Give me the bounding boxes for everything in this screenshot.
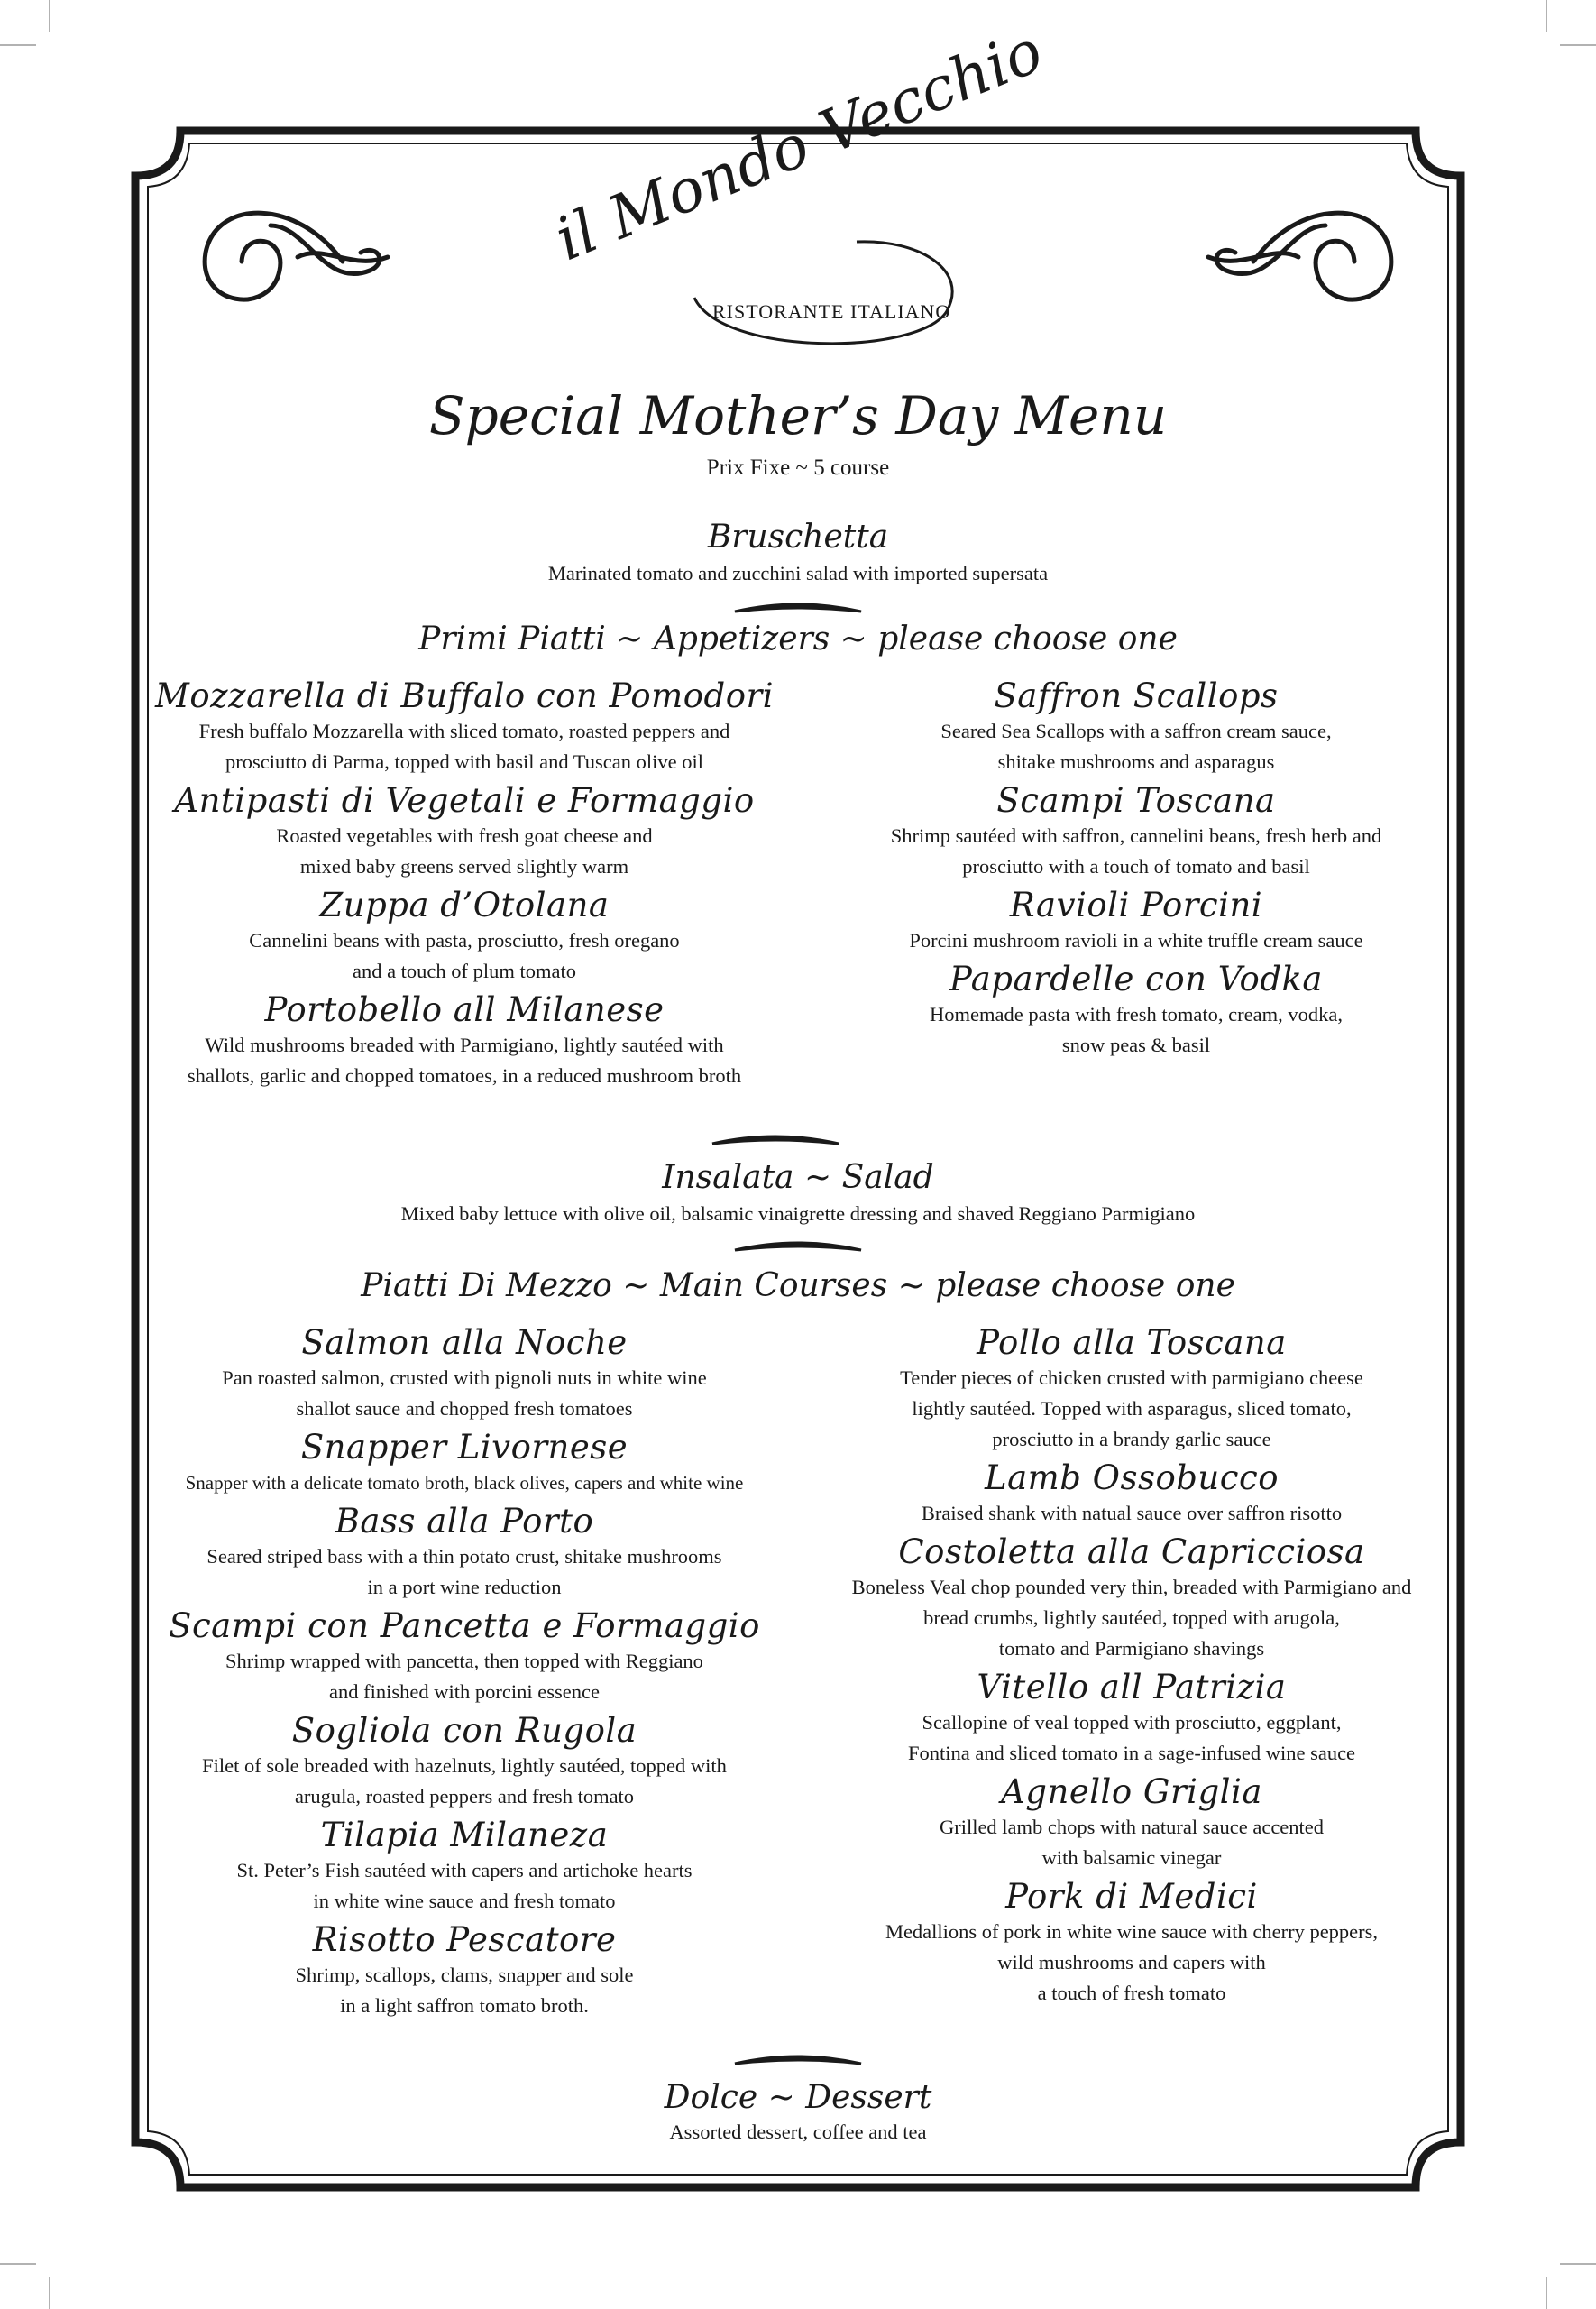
dish-desc-line: Shrimp sautéed with saffron, cannelini beans, fresh herb and [890, 824, 1382, 847]
dish-desc-line: shallots, garlic and chopped tomatoes, in a reduced mushroom broth [187, 1064, 742, 1087]
dolce-heading: Dolce ~ Dessert [664, 2079, 932, 2116]
dish-desc-line: in white wine sauce and fresh tomato [313, 1890, 616, 1912]
dish-desc-line: Wild mushrooms breaded with Parmigiano, lightly sautéed with [205, 1034, 724, 1056]
dish-desc-line: mixed baby greens served slightly warm [299, 855, 629, 878]
dish-desc-line: Porcini mushroom ravioli in a white truffle cream sauce [909, 929, 1363, 952]
dish [812, 676, 1461, 777]
primi-left-column [135, 676, 793, 1095]
dish-name: Snapper Livornese [300, 1428, 628, 1467]
dish-desc-line: arugula, roasted peppers and fresh tomato [294, 1785, 635, 1808]
mains-heading: Piatti Di Mezzo ~ Main Courses ~ please choose one [361, 1267, 1235, 1304]
dish-desc-line: Fontina and sliced tomato in a sage-infused wine sauce [907, 1742, 1356, 1764]
dish-desc-line: and a touch of plum tomato [352, 960, 577, 982]
dish [812, 886, 1461, 956]
dish [812, 960, 1461, 1061]
dish-desc-line: Seared Sea Scallops with a saffron cream sauce, [940, 720, 1332, 742]
dish [135, 1816, 793, 1917]
left-flourish-icon [205, 213, 388, 299]
dish-name: Salmon alla Noche [301, 1323, 628, 1362]
dish-desc-line: Cannelini beans with pasta, prosciutto, fresh oregano [249, 929, 680, 952]
dish [803, 1772, 1461, 1873]
dish-name: Mozzarella di Buffalo con Pomodori [155, 676, 774, 715]
dish-name: Sogliola con Rugola [291, 1711, 637, 1750]
bruschetta-name: Bruschetta [707, 519, 889, 556]
primi-right-column [812, 676, 1461, 1064]
dish-name: Risotto Pescatore [312, 1920, 617, 1959]
dish [803, 1668, 1461, 1769]
dish [135, 1428, 793, 1498]
dish [135, 886, 793, 987]
dish-name: Bass alla Porto [335, 1502, 594, 1541]
dish-desc-line: with balsamic vinegar [1041, 1846, 1222, 1869]
dish [135, 1711, 793, 1812]
dish-name: Papardelle con Vodka [949, 960, 1323, 998]
dish-name: Scampi con Pancetta e Formaggio [169, 1606, 760, 1645]
menu-title: Special Mother’s Day Menu [428, 385, 1168, 446]
dish [135, 676, 793, 777]
dish-desc-line: in a light saffron tomato broth. [340, 1994, 589, 2017]
dish [803, 1458, 1461, 1529]
dish-desc-line: tomato and Parmigiano shavings [998, 1637, 1265, 1660]
dish-name: Costoletta alla Capricciosa [898, 1532, 1365, 1571]
dish-desc-line: Roasted vegetables with fresh goat cheese and [276, 824, 653, 847]
mains-right-column [803, 1323, 1461, 2012]
dish-desc-line: Fresh buffalo Mozzarella with sliced tomato, roasted peppers and [198, 720, 730, 742]
dish-desc-line: lightly sautéed. Topped with asparagus, sliced tomato, [912, 1397, 1352, 1420]
primi-heading: Primi Piatti ~ Appetizers ~ please choose one [418, 621, 1178, 658]
bruschetta-desc: Marinated tomato and zucchini salad with imported supersata [547, 562, 1049, 584]
dish-name: Agnello Griglia [1001, 1772, 1262, 1811]
dish-name: Lamb Ossobucco [985, 1458, 1279, 1497]
dish [135, 781, 793, 882]
dish-name: Ravioli Porcini [1009, 886, 1263, 925]
dish [135, 1502, 793, 1603]
dish-desc-line: Seared striped bass with a thin potato crust, shitake mushrooms [206, 1545, 722, 1568]
dish-desc-line: in a port wine reduction [367, 1576, 562, 1598]
dish [803, 1323, 1461, 1455]
dish-desc-line: prosciutto with a touch of tomato and basil [962, 855, 1310, 878]
dish [135, 1323, 793, 1424]
dish-name: Saffron Scallops [994, 676, 1279, 715]
dish-desc-line: Scallopine of veal topped with prosciutto, eggplant, [922, 1711, 1342, 1734]
dish [803, 1532, 1461, 1664]
dish-name: Antipasti di Vegetali e Formaggio [174, 781, 755, 820]
dish-desc-line: Homemade pasta with fresh tomato, cream, vodka, [930, 1003, 1343, 1026]
dish-desc-line: prosciutto di Parma, topped with basil and Tuscan olive oil [225, 750, 703, 773]
dish-name: Tilapia Milaneza [320, 1816, 609, 1854]
dish-desc-line: Braised shank with natual sauce over saffron risotto [921, 1502, 1343, 1524]
dish-desc-line: Tender pieces of chicken crusted with parmigiano cheese [900, 1366, 1363, 1389]
dish-desc-line: Snapper with a delicate tomato broth, black olives, capers and white wine [185, 1472, 744, 1494]
dish-desc-line: and finished with porcini essence [329, 1680, 600, 1703]
dish-name: Zuppa d’Otolana [319, 886, 610, 925]
dish-desc-line: Shrimp, scallops, clams, snapper and sole [295, 1964, 634, 1986]
dish-name: Pollo alla Toscana [977, 1323, 1287, 1362]
dish-name: Vitello all Patrizia [977, 1668, 1287, 1706]
dish [812, 781, 1461, 882]
dish [803, 1877, 1461, 2009]
dish [135, 990, 793, 1091]
dish-desc-line: St. Peter’s Fish sautéed with capers and artichoke hearts [236, 1859, 693, 1881]
insalata-desc: Mixed baby lettuce with olive oil, balsamic vinaigrette dressing and shaved Reggiano Parmigiano [400, 1202, 1196, 1225]
dish-desc-line: Grilled lamb chops with natural sauce accented [939, 1816, 1325, 1838]
right-flourish-icon [1208, 213, 1391, 299]
dish-desc-line: Pan roasted salmon, crusted with pignoli nuts in white wine [222, 1366, 707, 1389]
dish-desc-line: a touch of fresh tomato [1037, 1982, 1226, 2004]
insalata-heading: Insalata ~ Salad [662, 1159, 934, 1196]
dish-desc-line: shitake mushrooms and asparagus [997, 750, 1275, 773]
dish-name: Portobello all Milanese [264, 990, 665, 1029]
dish-desc-line: snow peas & basil [1061, 1034, 1211, 1056]
dish-desc-line: prosciutto in a brandy garlic sauce [992, 1428, 1271, 1450]
dish-name: Pork di Medici [1005, 1877, 1258, 1916]
menu-subtitle: Prix Fixe ~ 5 course [706, 455, 890, 480]
dish-desc-line: Filet of sole breaded with hazelnuts, lightly sautéed, topped with [202, 1754, 727, 1777]
logo-swash [694, 242, 952, 344]
dish-name: Scampi Toscana [996, 781, 1276, 820]
logo-tagline: RISTORANTE ITALIANO [712, 300, 951, 323]
dish-desc-line: shallot sauce and chopped fresh tomatoes [296, 1397, 633, 1420]
dolce-desc: Assorted dessert, coffee and tea [669, 2120, 927, 2143]
logo-name: il Mondo Vecchio [546, 15, 1052, 275]
dish-desc-line: Shrimp wrapped with pancetta, then topped with Reggiano [225, 1650, 703, 1672]
dish [135, 1606, 793, 1707]
dish-desc-line: wild mushrooms and capers with [997, 1951, 1266, 1973]
dish-desc-line: Medallions of pork in white wine sauce with cherry peppers, [885, 1920, 1379, 1943]
dish [135, 1920, 793, 2021]
dish-desc-line: Boneless Veal chop pounded very thin, breaded with Parmigiano and [851, 1576, 1412, 1598]
mains-left-column [135, 1323, 793, 2025]
dish-desc-line: bread crumbs, lightly sautéed, topped with arugola, [923, 1606, 1340, 1629]
